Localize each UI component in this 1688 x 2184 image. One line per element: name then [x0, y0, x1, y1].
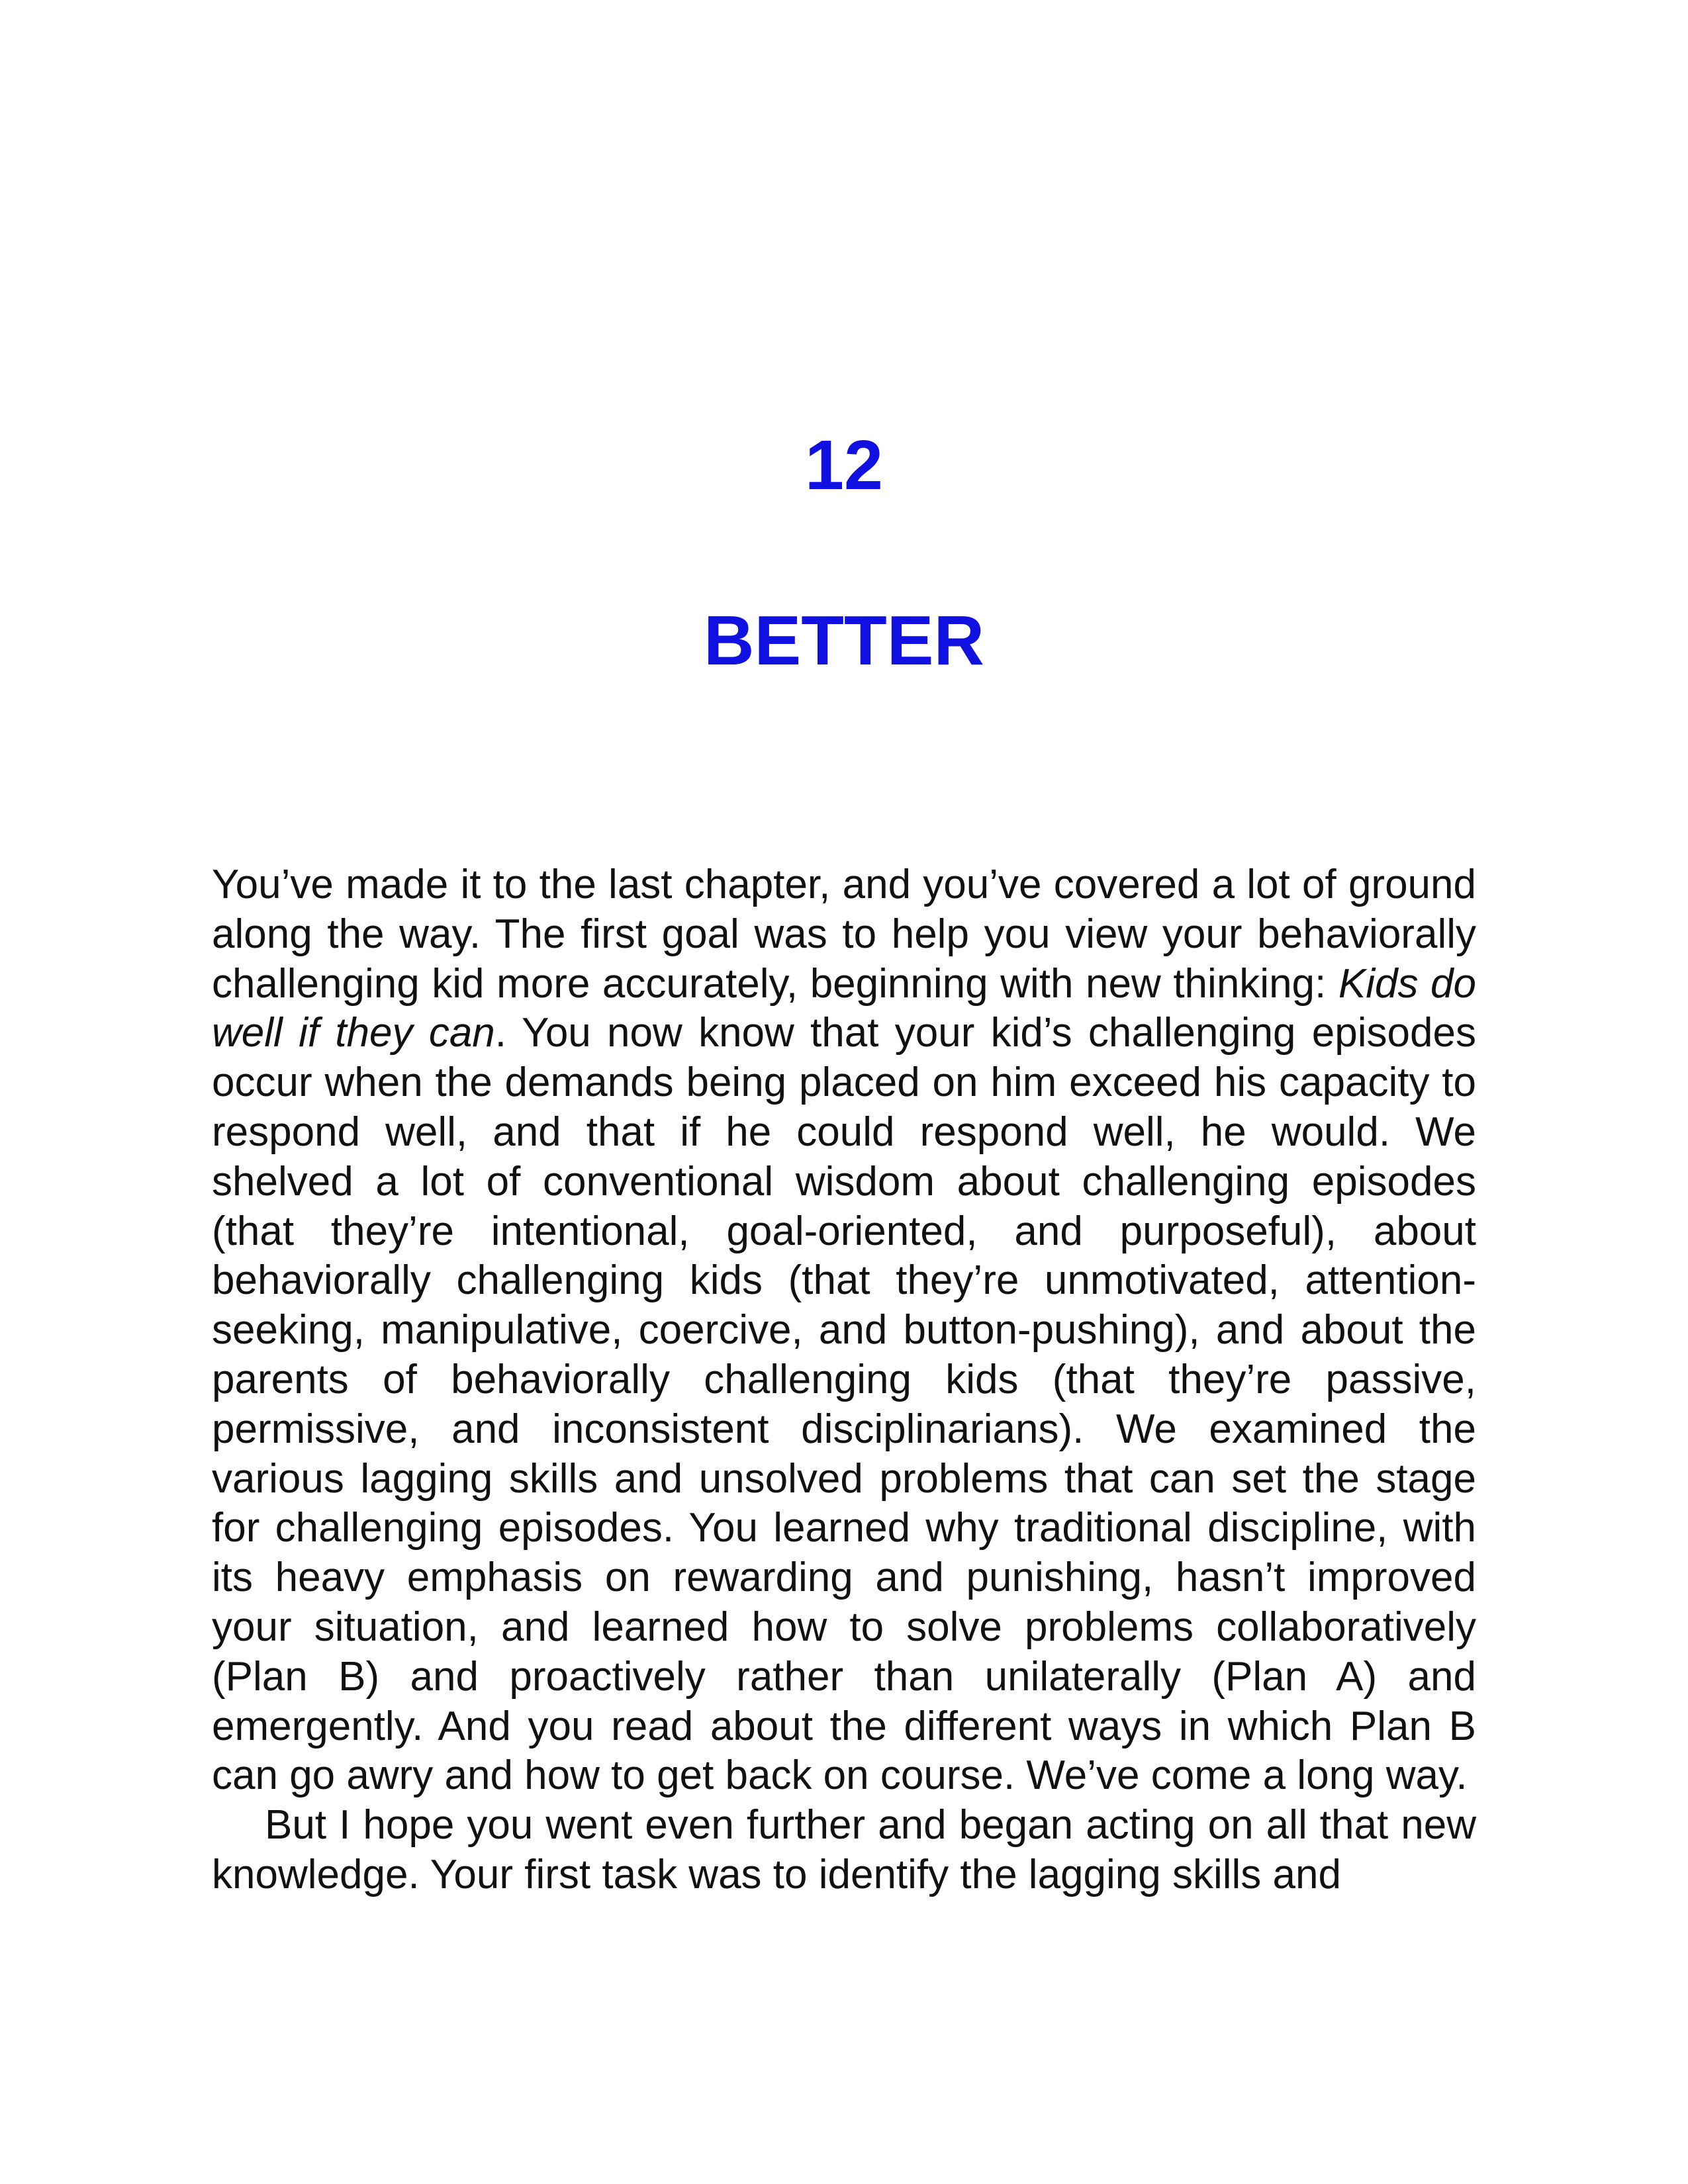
chapter-number: 12: [805, 426, 883, 504]
paragraph-1-italic-phrase: Kids do well if they can: [212, 960, 1476, 1056]
chapter-title: BETTER: [704, 602, 984, 680]
chapter-body: [212, 860, 1476, 1900]
paragraph-2: But I hope you went even further and began acting on all that new knowledge. Your first task was to identify the lagging skills and: [212, 1802, 1476, 1897]
paragraph-1-text-end: . You now know that your kid’s challenging episodes occur when the demands being placed on him exceed his capacity to respond well, and that if he could respond well, he would. We shelved a lot of conventional wisdom about challenging episodes (that they’re intentional, goal-oriented, and purposeful), about behaviorally challenging kids (that they’re unmotivated, attention-seeking, manipulative, coercive, and button-pushing), and about the parents of behaviorally challenging kids (that they’re passive, permissive, and inconsistent disciplinarians). We examined the various lagging skills and unsolved problems that can set the stage for challenging episodes. You learned why traditional discipline, with its heavy emphasis on rewarding and punishing, hasn’t improved your situation, and learned how to solve problems collaboratively (Plan B) and proactively rather than unilaterally (Plan A) and emergently. And you read about the different ways in which Plan B can go awry and how to get back on course. We’ve come a long way.: [212, 1010, 1476, 1799]
paragraph-1: [212, 860, 1476, 1801]
paragraph-1-text-start: You’ve made it to the last chapter, and you’ve covered a lot of ground along the way. The first goal was to help you view your behaviorally challenging kid more accurately, beginning with new thinking:: [212, 862, 1476, 1007]
